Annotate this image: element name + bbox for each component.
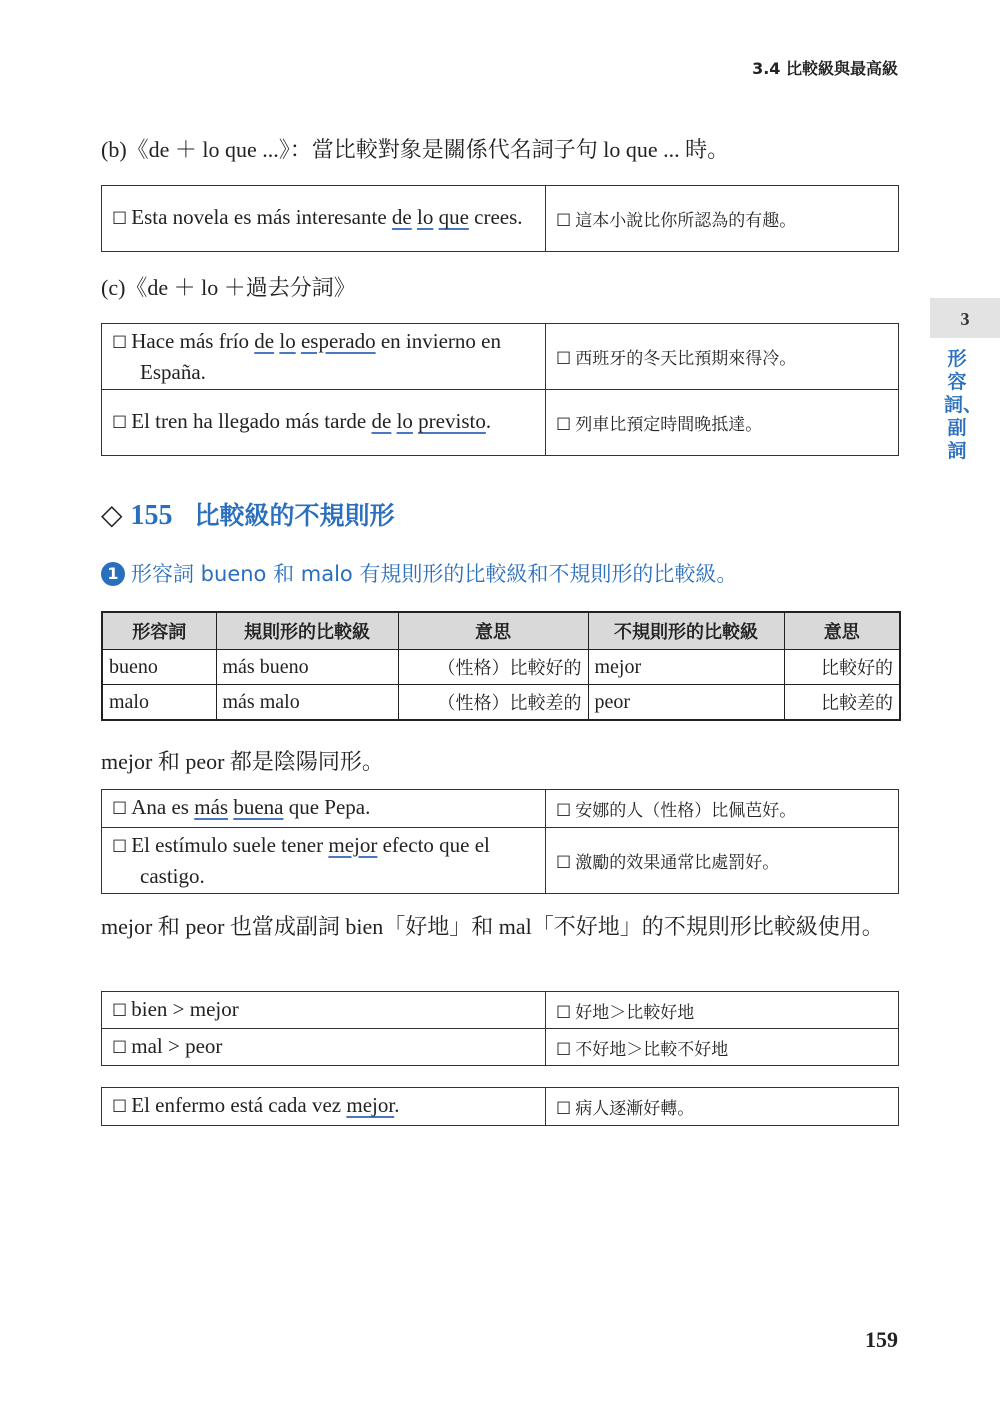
checkbox-icon[interactable]: ☐ [112,1000,128,1021]
header-cell: 規則形的比較級 [216,612,398,650]
checkbox-icon[interactable]: ☐ [112,836,128,857]
spanish-sentence: ☐ El tren ha llegado más tarde de lo previsto. [102,390,546,456]
example-row [102,324,899,390]
chinese-translation: ☐ 安娜的人（性格）比佩芭好。 [546,790,899,828]
example-row [102,186,899,252]
note-1: mejor 和 peor 都是陰陽同形。 [101,749,384,774]
table-cell: 比較差的 [784,685,900,721]
diamond-icon: ◇ [101,498,123,531]
chinese-pair: ☐ 好地＞比較好地 [546,992,899,1029]
chinese-translation: ☐ 病人逐漸好轉。 [546,1088,899,1126]
part-b-example-table [101,185,899,252]
checkbox-icon[interactable]: ☐ [112,1097,128,1117]
section-title: 比較級的不規則形 [194,501,395,530]
table-cell: bueno [102,650,216,685]
spanish-sentence: ☐ El enfermo está cada vez mejor. [102,1088,546,1126]
part-c-lead: (c)《de ＋ lo ＋過去分詞》 [101,275,356,300]
table-row [102,685,900,721]
example-row [102,1029,899,1066]
table-cell: （性格）比較好的 [398,650,588,685]
checkbox-icon[interactable]: ☐ [556,853,572,873]
table-cell: más bueno [216,650,398,685]
page-number: 159 [865,1327,898,1352]
header-cell: 不規則形的比較級 [588,612,784,650]
table-cell: （性格）比較差的 [398,685,588,721]
header-cell: 形容詞 [102,612,216,650]
table-cell: malo [102,685,216,721]
part-b-lead: (b)《de ＋ lo que ...》：當比較對象是關係代名詞子句 lo que ... 時。 [101,137,730,162]
example-row [102,1088,899,1126]
spanish-sentence: ☐ Ana es más buena que Pepa. [102,790,546,828]
checkbox-icon[interactable]: ☐ [556,349,572,369]
checkbox-icon[interactable]: ☐ [112,332,128,353]
running-header: 3.4 比較級與最高級 [752,59,898,78]
section-heading [101,496,395,532]
checkbox-icon[interactable]: ☐ [556,1099,572,1119]
checkbox-icon[interactable]: ☐ [112,799,128,819]
checkbox-icon[interactable]: ☐ [556,211,572,231]
spanish-pair: ☐ bien > mejor [102,992,546,1029]
chinese-pair: ☐ 不好地＞比較不好地 [546,1029,899,1066]
checkbox-icon[interactable]: ☐ [112,413,128,433]
table-row [102,650,900,685]
table-cell: mejor [588,650,784,685]
example-row [102,790,899,828]
header-cell: 意思 [784,612,900,650]
checkbox-icon[interactable]: ☐ [112,209,128,229]
example-row [102,390,899,456]
checkbox-icon[interactable]: ☐ [556,415,572,435]
chinese-translation: ☐ 列車比預定時間晚抵達。 [546,390,899,456]
spanish-sentence: ☐ Esta novela es más interesante de lo que crees. [102,186,546,252]
point-1: 1 形容詞 bueno 和 malo 有規則形的比較級和不規則形的比較級。 [101,558,737,588]
spanish-sentence: ☐ Hace más frío de lo esperado en invierno en España. [102,324,546,390]
part-c-example-table [101,323,899,456]
chinese-translation: ☐ 這本小說比你所認為的有趣。 [546,186,899,252]
chapter-tab-label: 形容詞、副詞 [944,348,983,462]
chinese-translation: ☐ 西班牙的冬天比預期來得冷。 [546,324,899,390]
header-cell: 意思 [398,612,588,650]
chinese-translation: ☐ 激勵的效果通常比處罰好。 [546,828,899,894]
table-header-row [102,612,900,650]
numbered-circle-icon: 1 [101,562,125,586]
chapter-tab-number: 3 [930,298,1000,338]
checkbox-icon[interactable]: ☐ [112,1037,128,1058]
checkbox-icon[interactable]: ☐ [556,801,572,821]
checkbox-icon[interactable]: ☐ [556,1039,572,1060]
comparison-table [101,611,901,721]
spanish-pair: ☐ mal > peor [102,1029,546,1066]
examples-2-table [101,789,899,894]
example-row [102,828,899,894]
example-row [102,992,899,1029]
table-cell: peor [588,685,784,721]
adverb-pairs-table [101,991,899,1066]
section-number: 155 [130,500,173,531]
spanish-sentence: ☐ El estímulo suele tener mejor efecto que el castigo. [102,828,546,894]
examples-3-table [101,1087,899,1126]
note-2: mejor 和 peor 也當成副詞 bien「好地」和 mal「不好地」的不規則形比較級使用。 [101,914,884,939]
table-cell: más malo [216,685,398,721]
table-cell: 比較好的 [784,650,900,685]
checkbox-icon[interactable]: ☐ [556,1002,572,1023]
